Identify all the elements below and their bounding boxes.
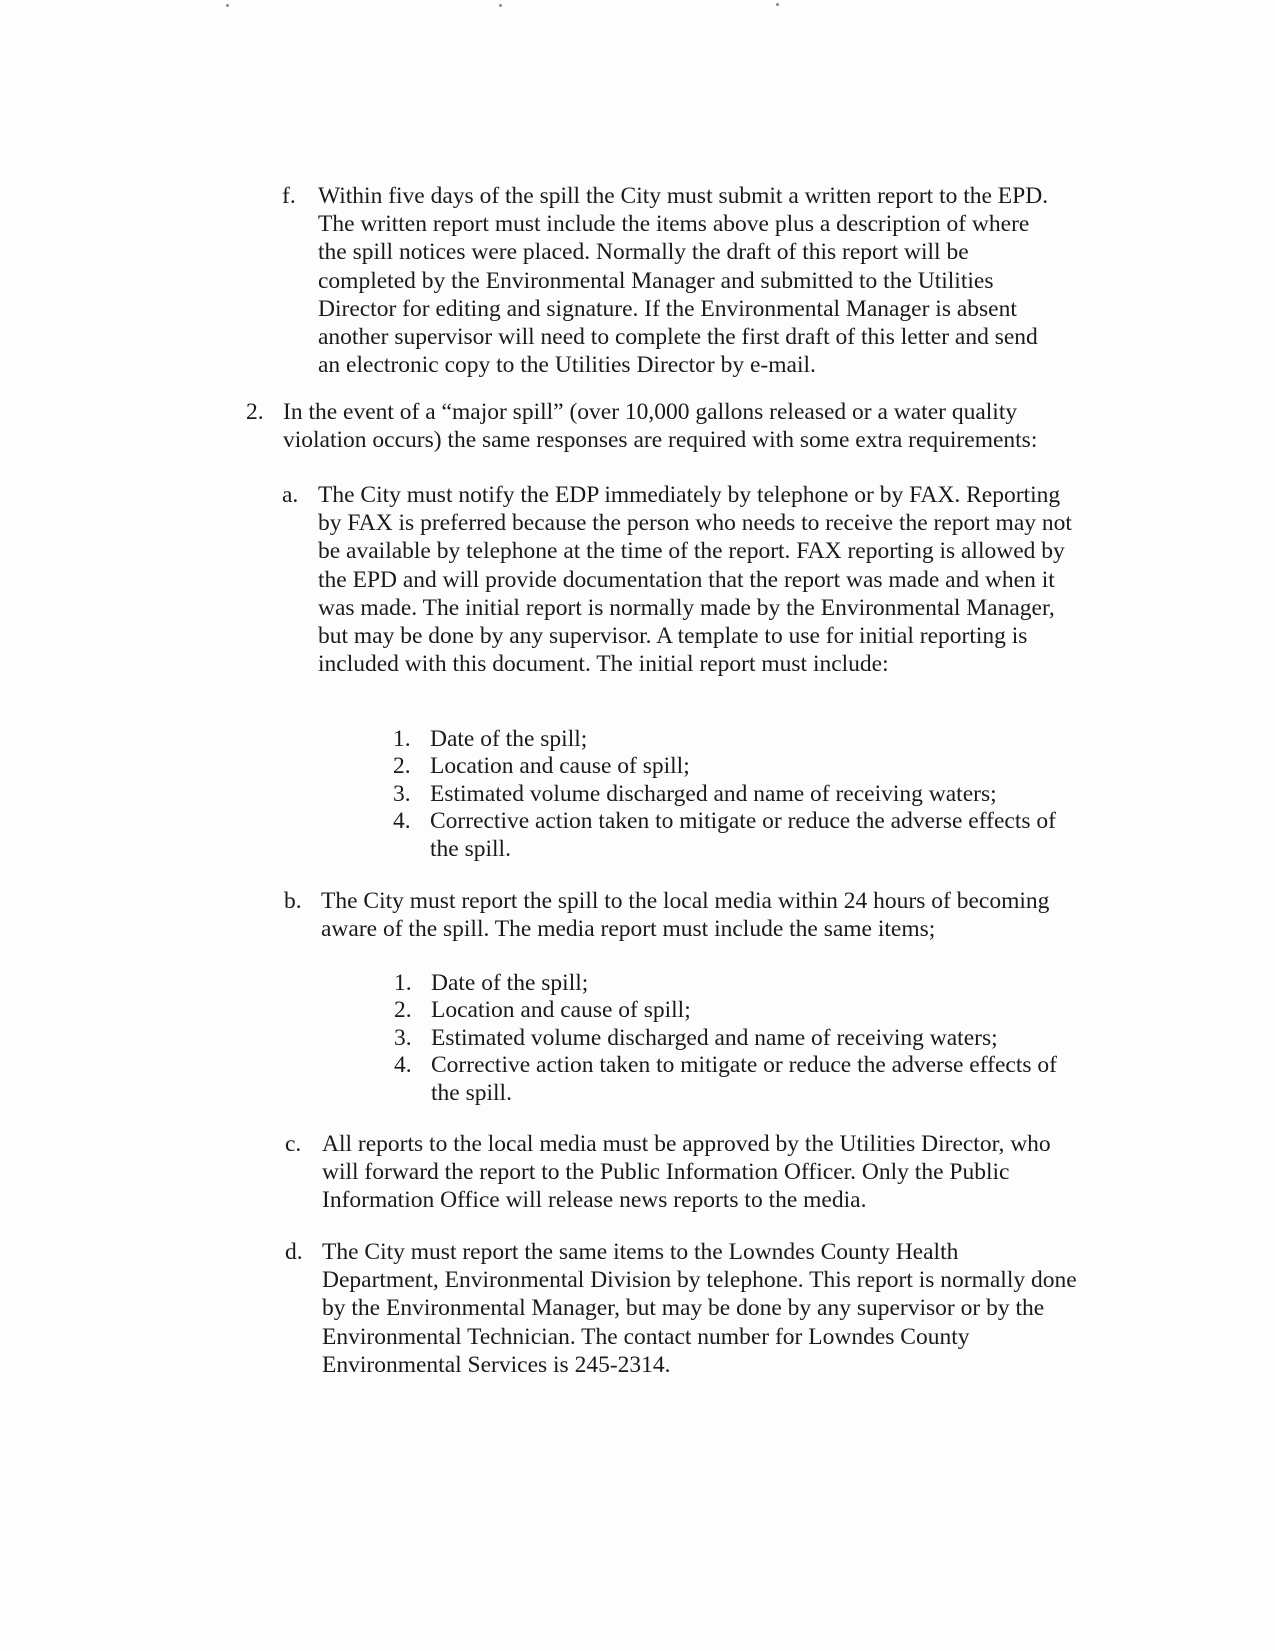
- item-b-paragraph: The City must report the spill to the local media within 24 hours of becoming aware of the spill. The media report must include the same items;: [321, 888, 1050, 943]
- list-item-text: Location and cause of spill;: [431, 997, 691, 1024]
- item-a-paragraph: The City must notify the EDP immediately by telephone or by FAX. Reporting by FAX is preferred because the person who needs to receive the report may not be available by telephone at the time of the report. FAX reporting is allowed by the EPD and will provide documentation that the report was made and when it was made. The initial report is normally made by the Environmental Manager, but may be done by any supervisor. A template to use for initial reporting is included with this document. The initial report must include:: [318, 482, 1072, 678]
- list-item-number: 1.: [393, 726, 411, 752]
- item-a-marker: a.: [282, 482, 299, 508]
- list-item: [393, 726, 1075, 753]
- list-item-number: 1.: [394, 970, 412, 996]
- list-item-number: 2.: [393, 753, 411, 780]
- scan-speck: [499, 4, 502, 7]
- list-item-number: 2.: [394, 997, 412, 1024]
- item-b-marker: b.: [284, 888, 302, 914]
- list-item: [393, 808, 1075, 863]
- list-item: [393, 753, 1075, 780]
- list-item: [394, 1052, 1076, 1107]
- list-item-text: Estimated volume discharged and name of receiving waters;: [431, 1024, 998, 1051]
- item-d-paragraph: The City must report the same items to the Lowndes County Health Department, Environmental Division by telephone. This report is normally done by the Environmental Manager, but may be done by any supervisor or by the Environmental Technician. The contact number for Lowndes County Environmental Services is 245-2314.: [322, 1239, 1077, 1378]
- item-2-paragraph: In the event of a “major spill” (over 10,000 gallons released or a water quality violation occurs) the same responses are required with some extra requirements:: [283, 399, 1038, 454]
- list-item: [394, 1025, 1076, 1052]
- list-item-text: Estimated volume discharged and name of receiving waters;: [430, 780, 997, 807]
- list-item: [394, 997, 1076, 1024]
- item-b-list: [394, 970, 1076, 1107]
- list-item-text: Corrective action taken to mitigate or reduce the adverse effects of the spill.: [430, 808, 1056, 862]
- item-2-marker: 2.: [246, 399, 264, 425]
- list-item: [393, 781, 1075, 808]
- item-d-marker: d.: [285, 1239, 303, 1265]
- item-f-marker: f.: [282, 183, 296, 209]
- item-c-paragraph: All reports to the local media must be approved by the Utilities Director, who will forward the report to the Public Information Officer. Only the Public Information Office will release news reports to the media.: [322, 1131, 1051, 1214]
- list-item-number: 4.: [393, 808, 411, 835]
- list-item-text: Date of the spill;: [430, 726, 588, 752]
- item-f-paragraph: Within five days of the spill the City must submit a written report to the EPD. The written report must include the items above plus a description of where the spill notices were placed. Normally the draft of this report will be completed by the Environmental Manager and submitted to the Utilities Director for editing and signature. If the Environmental Manager is absent another supervisor will need to complete the first draft of this letter and send an electronic copy to the Utilities Director by e-mail.: [318, 183, 1049, 379]
- list-item-number: 3.: [393, 780, 411, 807]
- list-item-number: 4.: [394, 1052, 412, 1079]
- list-item: [394, 970, 1076, 997]
- list-item-text: Location and cause of spill;: [430, 753, 690, 780]
- item-a-list: [393, 726, 1075, 863]
- list-item-text: Date of the spill;: [431, 970, 589, 996]
- scan-speck: [226, 4, 229, 7]
- list-item-text: Corrective action taken to mitigate or reduce the adverse effects of the spill.: [431, 1052, 1057, 1106]
- scan-speck: [776, 3, 779, 6]
- list-item-number: 3.: [394, 1024, 412, 1051]
- item-c-marker: c.: [285, 1131, 302, 1157]
